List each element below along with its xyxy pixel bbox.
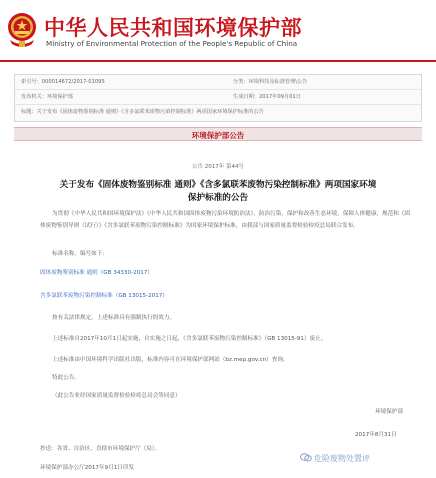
signing-date: 2017年8月31日 [355,432,397,438]
watermark-text: 危险废物处置评 [314,454,370,463]
metadata-row [15,75,421,90]
body-paragraph-7: （此公告业经国家质量监督检验检疫总局会签同意） [52,393,181,399]
document-number: 公告 2017年 第44号 [192,164,244,170]
cc-line: 抄送：各省、自治区、直辖市环境保护厅（局）。 [40,446,161,452]
issuer: 发布机关：环境保护部 [21,94,73,100]
section-title: 环境保护部公告 [191,131,245,140]
header-divider [0,60,436,62]
standard-link-gb13015[interactable]: 含多氯联苯废物污染控制标准（GB 13015-2017） [40,293,168,299]
section-bar [14,127,422,141]
body-paragraph-1: 为贯彻《中华人民共和国环境保护法》《中华人民共和国固体废物污染环境防治法》，防治污染，保护和改善生态环境，保障人体健康，规范和《固体废物鉴别导则（试行）》《含多氯联苯废物污染控制标准》为国家环境保护标准，由我部与国家质量监督检验检疫总局联合发布。 [40,211,410,229]
national-emblem-icon [6,10,38,50]
document-title: 关于发布《固体废物鉴别标准 通则》《含多氯联苯废物污染控制标准》两项国家环境保护标准的公告 [59,180,377,203]
index-number: 索引号：000014672/2017-01095 [21,79,105,85]
wechat-icon [300,453,312,462]
standard-link-gb34330[interactable]: 固体废物鉴别标准 通则（GB 34330-2017） [40,270,153,276]
body-paragraph-4: 上述标准自2017年10月1日起实施，自实施之日起，《含多氯联苯废物污染控制标准》（GB 13015-91）废止。 [52,336,327,342]
body-paragraph-5: 上述标准由中国环境科学出版社出版，标准内容可在环境保护部网站（bz.mep.gov.cn）查询。 [52,357,289,363]
body-paragraph-6: 特此公告。 [52,375,80,381]
category: 分类：环境科技及标准管理\公告 [233,79,308,85]
issued-by-line: 环境保护部办公厅2017年9月1日印发 [40,465,135,471]
site-title: 中华人民共和国环境保护部 [44,16,302,40]
body-paragraph-3: 按有关法律规定，上述标准具有强制执行的效力。 [52,315,176,321]
generated-date: 生成日期：2017年09月01日 [233,94,301,100]
site-title-en: Ministry of Environmental Protection of the People's Republic of China [46,39,298,48]
metadata-title: 标题：关于发布《固体废物鉴别标准 通则》《含多氯联苯废物污染控制标准》两项国家环境保护标准的公告 [21,109,264,115]
body-paragraph-2: 标准名称、编号如下： [52,251,108,257]
signing-organization: 环境保护部 [375,409,403,415]
document-metadata-table [14,74,422,122]
wechat-watermark [300,453,370,464]
site-header [0,0,436,62]
metadata-row [15,90,421,105]
metadata-row [15,105,421,120]
